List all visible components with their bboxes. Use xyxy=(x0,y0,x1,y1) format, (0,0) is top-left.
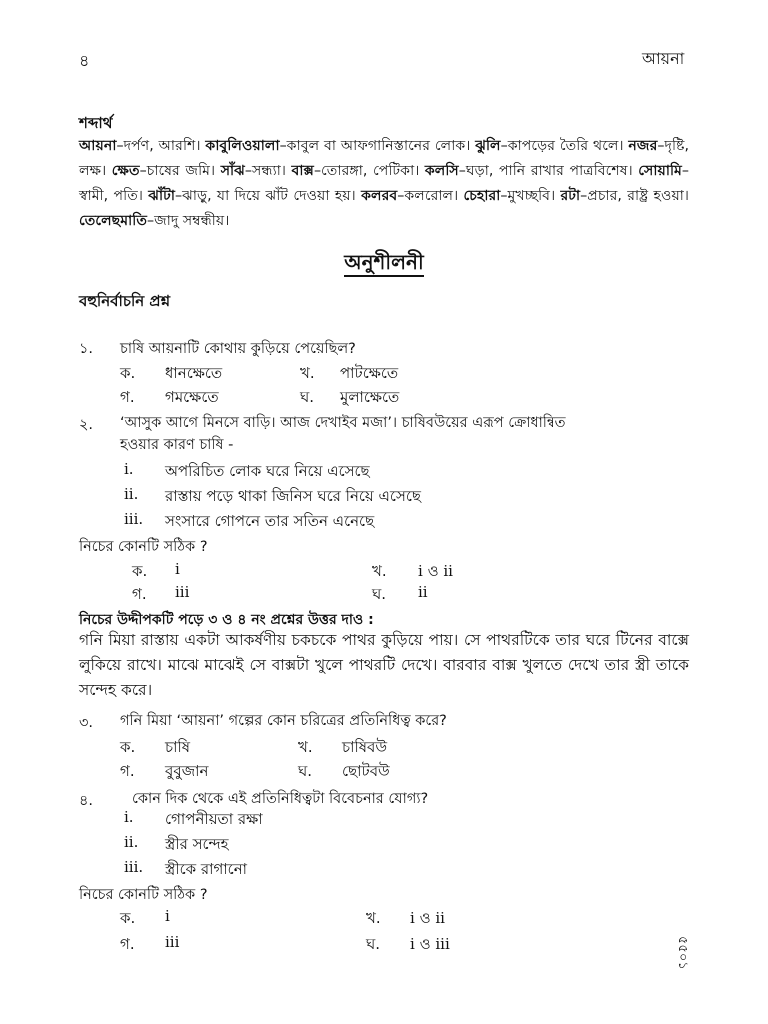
q2-option-key: গ. xyxy=(132,585,147,603)
q4-statement-text: স্ত্রীর সন্দেহ xyxy=(165,835,229,853)
section-title: অনুশীলনী xyxy=(0,248,768,281)
question-4-number: ৪. xyxy=(79,793,94,809)
q2-statement-numeral: i. xyxy=(124,460,134,478)
vocab-meaning: ঘড়া, পানি রাখার পাত্রবিশেষ। xyxy=(465,163,633,179)
q4-statement-numeral: ii. xyxy=(124,833,139,851)
vocab-term: আয়না xyxy=(79,138,117,154)
question-3-text: গনি মিয়া ‘আয়না’ গল্পের কোন চরিত্রের প্রতিনিধিত্ব করে? xyxy=(120,713,447,729)
vocab-term: ক্ষেত xyxy=(111,163,140,179)
q1-option-text: ধানক্ষেতে xyxy=(165,364,223,382)
q4-prompt: নিচের কোনটি সঠিক ? xyxy=(79,887,208,903)
vocab-separator: – xyxy=(500,138,508,154)
vocab-meaning: প্রচার, রাষ্ট্র হওয়া। xyxy=(587,188,689,204)
vocab-meaning: কাপড়ের তৈরি থলে। xyxy=(507,138,624,154)
q2-option-key: ঘ. xyxy=(372,585,387,603)
q3-option-key: গ. xyxy=(120,762,135,780)
q1-option-key: ঘ. xyxy=(300,388,315,406)
q2-statement-text: অপরিচিত লোক ঘরে নিয়ে এসেছে xyxy=(165,462,370,480)
vocab-separator: – xyxy=(279,138,287,154)
vocab-meaning: ঝাড়ু, যা দিয়ে ঝাঁট দেওয়া হয়। xyxy=(182,188,356,204)
question-2-number: ২. xyxy=(79,417,94,433)
stimulus-heading: নিচের উদ্দীপকটি পড়ে ৩ ও ৪ নং প্রশ্নের উত্তর দাও : xyxy=(79,612,374,628)
vocab-separator: – xyxy=(397,188,405,204)
vocab-term: ঝুলি xyxy=(475,138,501,154)
question-2-text: ‘আসুক আগে মিনসে বাড়ি। আজ দেখাইব মজা’। চাষিবউয়ের এরূপ ক্রোধান্বিত xyxy=(120,415,566,431)
question-1-text: চাষি আয়নাটি কোথায় কুড়িয়ে পেয়েছিল? xyxy=(120,341,356,357)
vocab-separator: – xyxy=(580,188,588,204)
vocab-term: কলসি xyxy=(424,163,459,179)
q4-option-text: i ও ii xyxy=(410,909,445,927)
q4-option-key: খ. xyxy=(366,909,381,927)
vocab-term: তেলেছমাতি xyxy=(79,213,147,229)
q4-statement-numeral: i. xyxy=(124,808,134,826)
q2-option-key: খ. xyxy=(372,562,387,580)
vocab-meaning: সন্ধ্যা। xyxy=(252,163,286,179)
vocab-meaning: স্বামী, পতি। xyxy=(79,188,143,204)
vocab-meaning: জাদু সম্বন্ধীয়। xyxy=(154,213,230,229)
q2-option-text: i ও ii xyxy=(418,562,453,580)
q1-option-key: ক. xyxy=(120,364,136,382)
vocab-separator: – xyxy=(175,188,183,204)
q2-statement-text: সংসারে গোপনে তার সতিন এনেছে xyxy=(165,512,375,530)
vocab-term: সোয়ামি xyxy=(638,163,682,179)
vocab-term: নজর xyxy=(628,138,658,154)
q4-option-key: ঘ. xyxy=(366,935,381,953)
q2-option-text: ii xyxy=(418,583,428,601)
margin-stamp: ৫৫০১ xyxy=(675,936,690,970)
q1-option-key: গ. xyxy=(120,388,135,406)
vocab-term: চেহারা xyxy=(463,188,501,204)
q1-option-text: মুলাক্ষেতে xyxy=(340,388,400,406)
q4-option-key: ক. xyxy=(120,909,136,927)
q2-option-key: ক. xyxy=(132,562,148,580)
q3-option-key: খ. xyxy=(298,738,313,756)
vocab-meaning: কলরোল। xyxy=(404,188,459,204)
q4-option-text: i ও iii xyxy=(410,935,450,953)
q3-option-key: ঘ. xyxy=(298,762,313,780)
q3-option-text: বুবুজান xyxy=(165,762,209,780)
vocab-separator: – xyxy=(681,163,689,179)
q1-option-text: গমক্ষেতে xyxy=(165,388,219,406)
vocab-term: রটা xyxy=(560,188,581,204)
question-1-number: ১. xyxy=(79,341,94,357)
vocab-term: কাবুলিওয়ালা xyxy=(205,138,280,154)
q2-prompt: নিচের কোনটি সঠিক ? xyxy=(79,539,208,555)
vocab-separator: – xyxy=(500,188,508,204)
q4-statement-text: গোপনীয়তা রক্ষা xyxy=(165,810,263,828)
vocab-separator: – xyxy=(116,138,124,154)
q4-option-text: iii xyxy=(165,933,180,951)
vocab-term: কলরব xyxy=(361,188,398,204)
vocab-term: সাঁঝ xyxy=(220,163,245,179)
vocab-glossary xyxy=(79,134,689,234)
q2-statement-numeral: ii. xyxy=(124,485,139,503)
vocab-meaning: তোরঙ্গা, পেটিকা। xyxy=(321,163,420,179)
q3-option-text: চাষিবউ xyxy=(342,738,388,756)
q4-statement-text: স্ত্রীকে রাগানো xyxy=(165,860,248,878)
q3-option-key: ক. xyxy=(120,738,136,756)
q2-statement-numeral: iii. xyxy=(124,510,144,528)
q4-option-key: গ. xyxy=(120,935,135,953)
vocab-meaning: চাষের জমি। xyxy=(146,163,216,179)
vocab-separator: – xyxy=(657,138,665,154)
vocab-separator: – xyxy=(458,163,466,179)
vocab-meaning: কাবুল বা আফগানিস্তানের লোক। xyxy=(286,138,471,154)
vocab-meaning: দৃষ্টি, লক্ষ। xyxy=(79,138,690,179)
q3-option-text: ছোটবউ xyxy=(342,762,390,780)
vocab-term: ঝাঁটা xyxy=(148,188,175,204)
question-3-number: ৩. xyxy=(79,715,94,731)
chapter-title: আয়না xyxy=(642,49,685,68)
vocab-term: বাক্স xyxy=(291,163,314,179)
q3-option-text: চাষি xyxy=(165,738,191,756)
q1-option-key: খ. xyxy=(300,364,315,382)
question-2-text-cont: হওয়ার কারণ চাষি - xyxy=(120,437,234,453)
q2-statement-text: রাস্তায় পড়ে থাকা জিনিস ঘরে নিয়ে এসেছে xyxy=(165,487,421,505)
vocab-separator: – xyxy=(244,163,253,179)
vocab-meaning: মুখচ্ছবি। xyxy=(507,188,556,204)
mcq-heading: বহুনির্বাচনি প্রশ্ন xyxy=(79,292,171,310)
vocab-heading: শব্দার্থ xyxy=(79,114,113,132)
vocab-separator: – xyxy=(146,213,155,229)
stimulus-passage: গনি মিয়া রাস্তায় একটা আকর্ষণীয় চকচকে পাথর কুড়িয়ে পায়। সে পাথরটিকে তার ঘরে টিনের বাক্সে লুকিয়ে রাখে। মাঝে মাঝেই সে বাক্সটা খুলে পাথরটি দেখে। বারবার বাক্স খুলতে দেখে তার স্ত্রী তাকে সন্দেহ করে। xyxy=(79,631,689,699)
q4-statement-numeral: iii. xyxy=(124,858,144,876)
page-number: ৪ xyxy=(79,51,90,70)
vocab-meaning: দর্পণ, আরশি। xyxy=(123,138,201,154)
q2-option-text: i xyxy=(175,560,180,578)
vocab-separator: – xyxy=(313,163,322,179)
q4-option-text: i xyxy=(165,907,170,925)
q1-option-text: পাটক্ষেতে xyxy=(340,364,399,382)
question-4-text: কোন দিক থেকে এই প্রতিনিধিত্বটা বিবেচনার যোগ্য? xyxy=(132,791,429,807)
q2-option-text: iii xyxy=(175,583,190,601)
vocab-separator: – xyxy=(139,163,147,179)
